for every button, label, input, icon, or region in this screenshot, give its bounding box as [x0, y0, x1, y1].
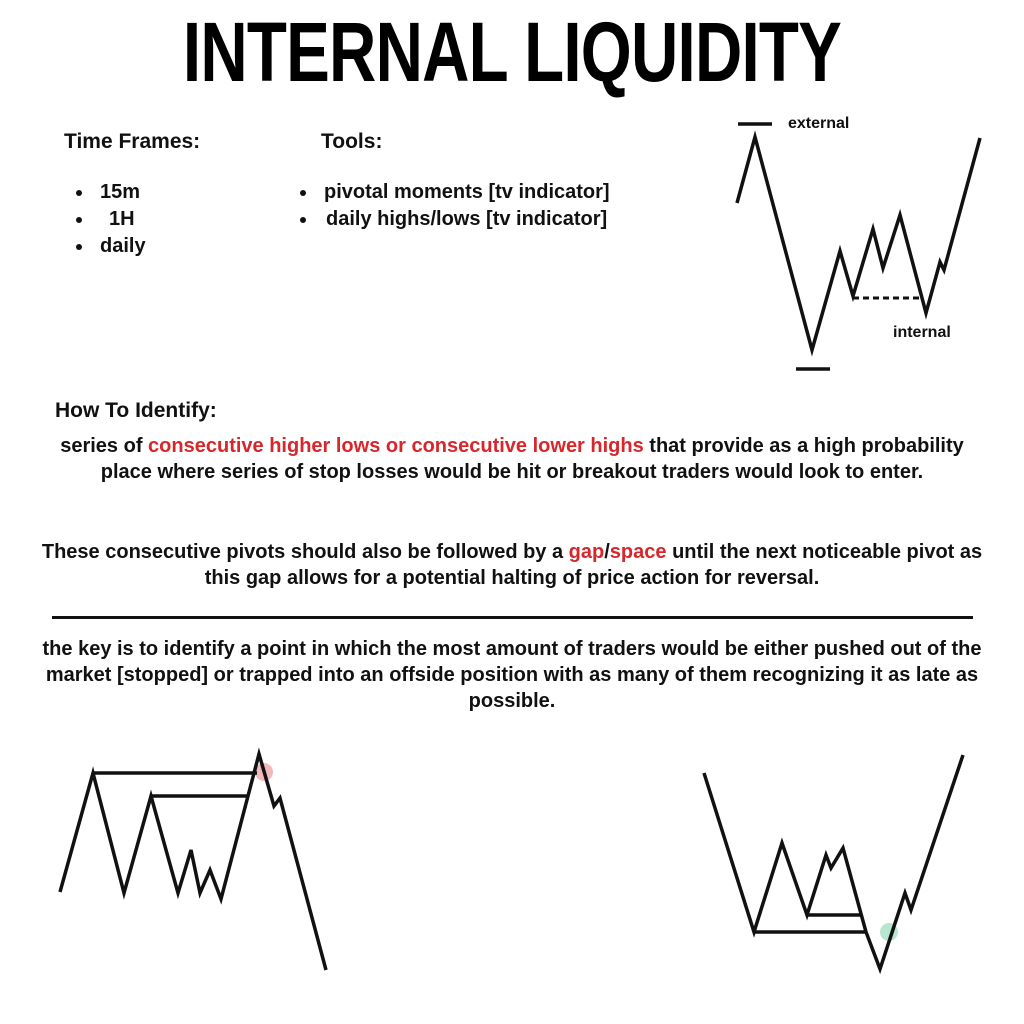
how-to-identify-heading: How To Identify:: [55, 399, 217, 422]
highlight-text: consecutive higher lows or consecutive lower highs: [148, 435, 644, 457]
higher-lows-example: [704, 755, 963, 969]
list-item: 1H: [74, 206, 146, 233]
internal-label: internal: [893, 324, 951, 341]
tools-heading: Tools:: [321, 130, 383, 153]
page-title: INTERNAL LIQUIDITY: [182, 5, 842, 99]
external-internal-diagram: [737, 124, 980, 369]
list-item: 15m: [74, 179, 146, 206]
identify-paragraph-2: These consecutive pivots should also be followed by a gap/space until the next noticeable pivot as this gap allows for a potential halting of price action for reversal.: [41, 541, 983, 589]
price-path: [704, 755, 963, 969]
price-path: [60, 754, 326, 970]
price-path: [737, 137, 980, 350]
external-label: external: [788, 115, 850, 132]
list-item: daily: [74, 233, 146, 260]
lower-highs-example: [60, 754, 326, 970]
list-item: pivotal moments [tv indicator]: [298, 179, 610, 206]
identify-paragraph-1: series of consecutive higher lows or consecutive lower highs that provide as a high probability place where series of stop losses would be hit or breakout traders would look to enter.: [60, 435, 964, 483]
key-paragraph: the key is to identify a point in which the most amount of traders would be either pushed out of the market [stopped] or trapped into an offside position with as many of them recognizing it as late as possible.: [42, 638, 982, 712]
list-item: daily highs/lows [tv indicator]: [298, 206, 610, 233]
gap-highlight: gap: [568, 541, 605, 563]
time-frames-heading: Time Frames:: [64, 130, 201, 153]
space-highlight: space: [609, 541, 667, 563]
